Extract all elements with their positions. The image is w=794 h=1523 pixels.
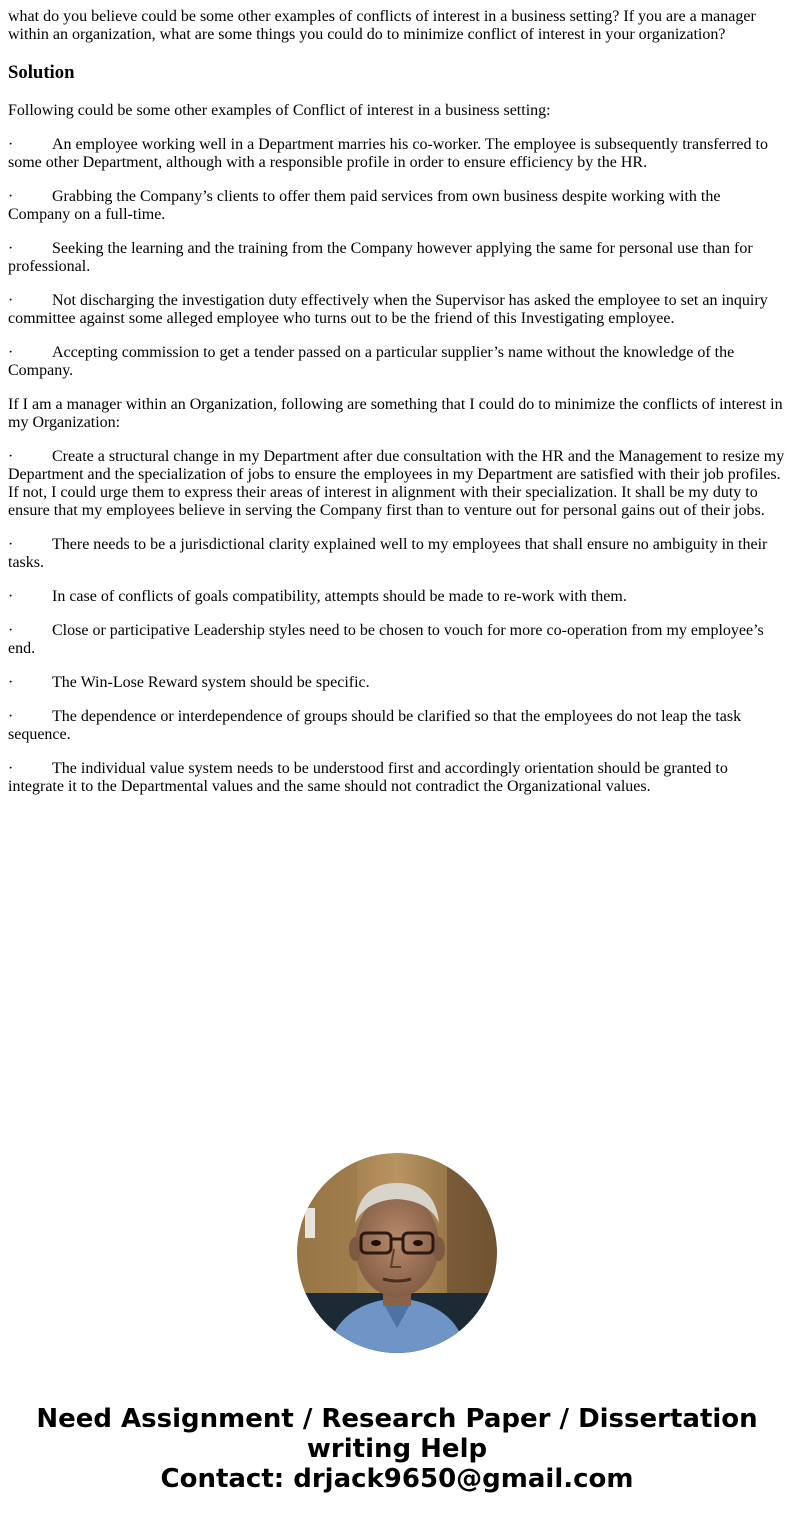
author-avatar <box>297 1153 497 1353</box>
example-item <box>8 136 786 172</box>
manager-action-text: The Win-Lose Reward system should be specific. <box>52 674 370 691</box>
example-item <box>8 292 786 328</box>
contact-footer <box>0 1404 794 1494</box>
manager-action-item <box>8 760 786 796</box>
footer-line-1: Need Assignment / Research Paper / Dissertation <box>36 1404 758 1434</box>
footer-line-2: writing Help <box>306 1434 488 1464</box>
manager-action-item <box>8 674 786 692</box>
bullet-icon: · <box>8 622 14 639</box>
example-item-text: Accepting commission to get a tender passed on a particular supplier’s name without the knowledge of the Company. <box>8 344 735 379</box>
manager-action-text: The individual value system needs to be understood first and accordingly orientation should be granted to integrate it to the Departmental values and the same should not contradict the Organizational values. <box>8 760 728 795</box>
bullet-icon: · <box>8 292 14 309</box>
manager-action-item <box>8 622 786 658</box>
example-item-text: An employee working well in a Department marries his co-worker. The employee is subsequently transferred to some other Department, although with a responsible profile in order to ensure efficiency by the HR. <box>8 136 768 171</box>
bullet-icon: · <box>8 188 14 205</box>
example-item-text: Seeking the learning and the training from the Company however applying the same for personal use than for professional. <box>8 240 753 275</box>
footer-contact-email: Contact: drjack9650@gmail.com <box>160 1464 634 1494</box>
manager-action-item <box>8 448 786 520</box>
manager-action-text: There needs to be a jurisdictional clarity explained well to my employees that shall ensure no ambiguity in their tasks. <box>8 536 768 571</box>
bullet-icon: · <box>8 674 14 691</box>
author-portrait-icon <box>297 1153 497 1353</box>
manager-intro: If I am a manager within an Organization, following are something that I could do to minimize the conflicts of interest in my Organization: <box>8 396 783 431</box>
manager-action-text: The dependence or interdependence of groups should be clarified so that the employees do not leap the task sequence. <box>8 708 742 743</box>
solution-heading: Solution <box>8 62 75 83</box>
examples-intro: Following could be some other examples of Conflict of interest in a business setting: <box>8 102 551 119</box>
bullet-icon: · <box>8 240 14 257</box>
bullet-icon: · <box>8 760 14 777</box>
manager-action-item <box>8 708 786 744</box>
manager-action-item <box>8 588 786 606</box>
question-text: what do you believe could be some other examples of conflicts of interest in a business setting? If you are a manager within an organization, what are some things you could do to minimize conflict of interest in your organization? <box>8 8 756 43</box>
example-item <box>8 344 786 380</box>
bullet-icon: · <box>8 708 14 725</box>
example-item <box>8 240 786 276</box>
example-item-text: Not discharging the investigation duty effectively when the Supervisor has asked the employee to set an inquiry committee against some alleged employee who turns out to be the friend of this Investigating employee. <box>8 292 768 327</box>
bullet-icon: · <box>8 136 14 153</box>
bullet-icon: · <box>8 344 14 361</box>
bullet-icon: · <box>8 536 14 553</box>
example-item <box>8 188 786 224</box>
manager-action-text: Create a structural change in my Department after due consultation with the HR and the Management to resize my Department and the specialization of jobs to ensure the employees in my Department are satisfied with their job profiles. If not, I could urge them to express their areas of interest in alignment with their specialization. It shall be my duty to ensure that my employees believe in serving the Company first than to venture out for personal gains out of their jobs. <box>8 448 785 519</box>
document-body <box>8 8 786 812</box>
bullet-icon: · <box>8 448 14 465</box>
bullet-icon: · <box>8 588 14 605</box>
manager-action-text: Close or participative Leadership styles need to be chosen to vouch for more co-operation from my employee’s end. <box>8 622 764 657</box>
manager-action-text: In case of conflicts of goals compatibility, attempts should be made to re-work with them. <box>52 588 627 605</box>
manager-action-item <box>8 536 786 572</box>
example-item-text: Grabbing the Company’s clients to offer them paid services from own business despite working with the Company on a full-time. <box>8 188 721 223</box>
